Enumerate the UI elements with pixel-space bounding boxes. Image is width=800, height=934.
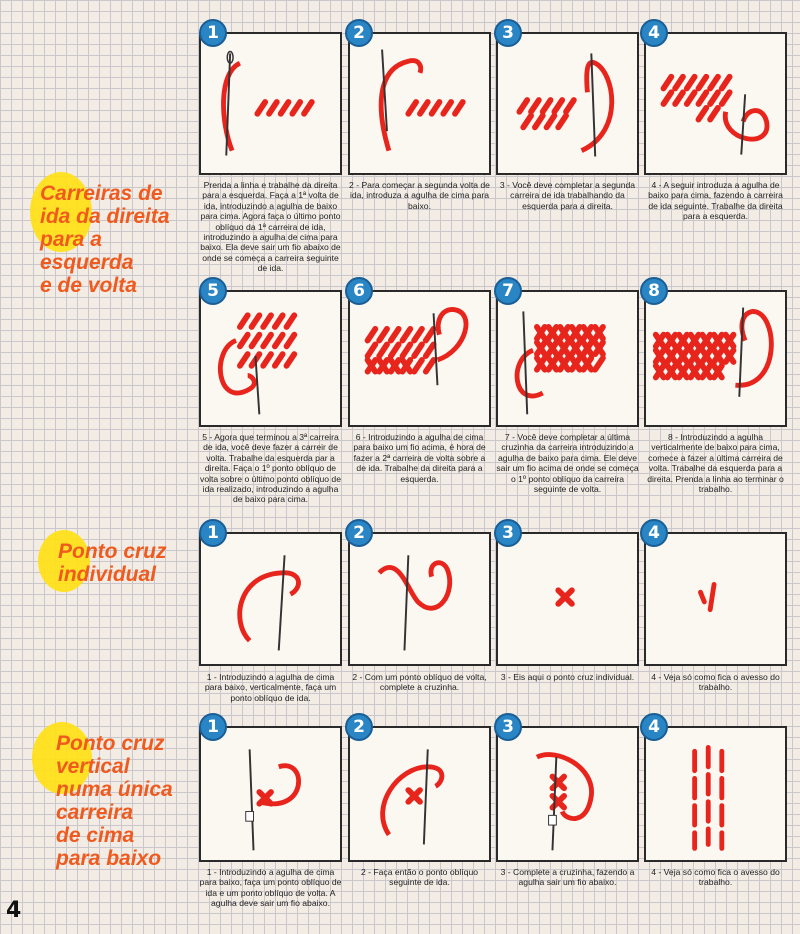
step-illustration [199, 32, 342, 175]
step-caption: 3 - Você deve completar a segunda carreira de ida trabalhando da esquerda para a direita. [499, 180, 636, 211]
step-number-badge: 2 [345, 713, 373, 741]
step-illustration [496, 726, 639, 862]
step-number-badge: 1 [199, 713, 227, 741]
step-caption: 4 - Veja só como fica o avesso do trabalho. [651, 672, 780, 693]
step-illustration [348, 726, 491, 862]
title-line: Ponto cruz [58, 540, 167, 563]
step-number-badge: 3 [494, 713, 522, 741]
step-caption: 8 - Introduzindo a agulha verticalmente de baixo para cima, comece a fazer a última carreira de volta. Trabalhe da esquerda para a direita. Prenda a linha ao terminar o trabalho. [647, 432, 784, 495]
title-line: numa única [56, 778, 173, 801]
step-illustration [199, 532, 342, 666]
section-title-carreiras [40, 182, 170, 297]
step-number-badge: 1 [199, 19, 227, 47]
step-number-badge: 2 [345, 519, 373, 547]
step-illustration [348, 32, 491, 175]
title-line: de cima [56, 824, 135, 847]
step-number-badge: 7 [494, 277, 522, 305]
step-number-badge: 3 [494, 519, 522, 547]
step-illustration [496, 290, 639, 427]
step-caption: 4 - Veja só como fica o avesso do trabalho. [651, 867, 780, 888]
step-number-badge: 5 [199, 277, 227, 305]
step-number-badge: 6 [345, 277, 373, 305]
step-number-badge: 1 [199, 519, 227, 547]
step-number-badge: 3 [494, 19, 522, 47]
step-illustration [199, 290, 342, 427]
step-caption: 1 - Introduzindo a agulha de cima para baixo, faça um ponto oblíquo de ida e um ponto oblíquo de volta. A agulha deve sair um fio abaixo. [199, 867, 342, 909]
step-caption: 7 - Você deve completar a última cruzinha da carreira introduzindo a agulha de baixo para cima. Ele deve sair um fio acima de onde se começa o 1º ponto oblíquo da carreira seguinte de volta. [496, 432, 639, 495]
title-line: carreira [56, 801, 134, 824]
title-line: para a [40, 228, 102, 251]
title-line: para baixo [56, 847, 162, 870]
step-caption: 2 - Com um ponto oblíquo de volta, complete a cruzinha. [352, 672, 487, 693]
step-number-badge: 8 [640, 277, 668, 305]
step-caption: 6 - Introduzindo a agulha de cima para baixo um fio acima, é hora de fazer a 2ª carreira de volta sobre a de ida. Trabalhe da direita para a esquerda. [353, 432, 486, 484]
step-caption: 1 - Introduzindo a agulha de cima para baixo, verticalmente, faça um ponto oblíquo de ida. [204, 672, 337, 703]
step-number-badge: 4 [640, 519, 668, 547]
step-illustration [199, 726, 342, 862]
title-line: vertical [56, 755, 130, 778]
step-number-badge: 4 [640, 19, 668, 47]
step-illustration [348, 532, 491, 666]
title-line: Carreiras de [40, 182, 163, 205]
title-line: esquerda [40, 251, 134, 274]
section-title-ponto-cruz-vertical [56, 732, 173, 870]
step-illustration [496, 32, 639, 175]
step-illustration [644, 532, 787, 666]
section-title-ponto-cruz-individual [58, 540, 167, 586]
step-caption: 5 - Agora que terminou a 3ª carreira de ida, você deve fazer a carreir de volta. Trabalhe da esquerda par a direita. Faça o 1º ponto oblíquo de volta sobre o último ponto oblíquo de ida realizado, introduzindo a agulha de baixo para cima. [200, 432, 341, 505]
step-illustration [644, 32, 787, 175]
step-caption: 2 - Para começar a segunda volta de ida, introduza a agulha de cima para baixo. [349, 180, 490, 211]
step-illustration [644, 726, 787, 862]
page-number: 4 [6, 898, 22, 923]
step-number-badge: 4 [640, 713, 668, 741]
step-illustration [496, 532, 639, 666]
step-caption: Prenda a linha e trabalhe da direita para a esquerda. Faça a 1ª volta de ida, introduzindo a agulha de baixo para cima. Agora faça o último ponto oblíquo da 1ª carreira de ida, introduzindo a agulha de cima para baixo. Ela deve sair um fio abaixo de onde se começa a carreira seguinte de ida. [200, 180, 341, 274]
title-line: Ponto cruz [56, 732, 165, 755]
step-illustration [644, 290, 787, 427]
title-line: e de volta [40, 274, 137, 297]
step-caption: 2 - Faça então o ponto oblíquo seguinte de ida. [360, 867, 479, 888]
step-number-badge: 2 [345, 19, 373, 47]
step-caption: 4 - A seguir introduza a agulha de baixo para cima, fazendo a carreira de ida seguinte. Trabalhe da direita para a esquerda. [648, 180, 783, 222]
step-illustration [348, 290, 491, 427]
title-line: individual [58, 563, 157, 586]
title-line: ida da direita [40, 205, 170, 228]
step-caption: 3 - Eis aqui o ponto cruz individual. [500, 672, 635, 682]
step-caption: 3 - Complete a cruzinha, fazendo a agulha sair um fio abaixo. [500, 867, 635, 888]
